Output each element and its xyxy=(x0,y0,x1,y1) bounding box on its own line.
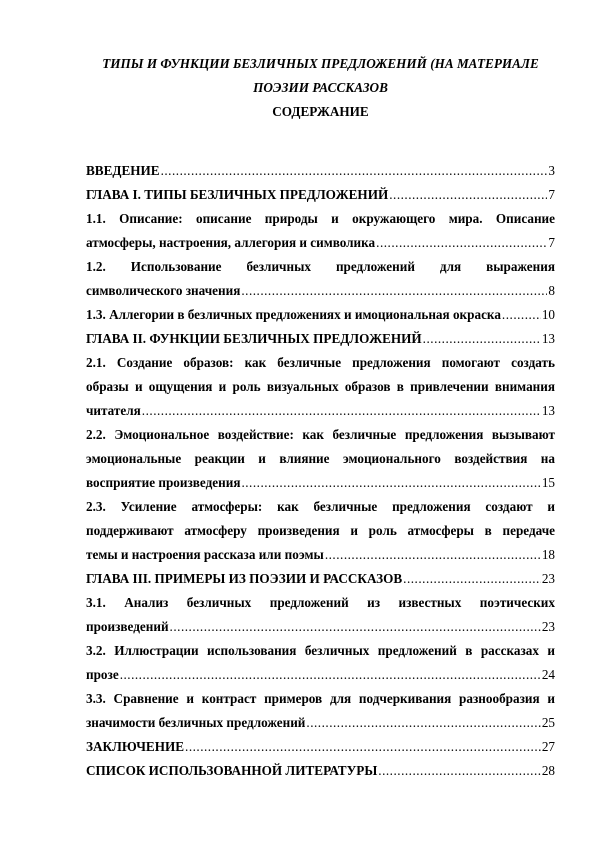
toc-entry-label: восприятие произведения xyxy=(86,475,241,490)
toc-entry-text-line: 1.1. Описание: описание природы и окружающего мира. Описание xyxy=(86,211,555,226)
toc-leader-dots xyxy=(241,279,547,303)
toc-page-number: 28 xyxy=(541,763,555,778)
toc-leader-dots xyxy=(241,471,540,495)
toc-leader-dots xyxy=(120,663,541,687)
toc-leader-dots xyxy=(170,615,541,639)
toc-entry-label: произведений xyxy=(86,619,169,634)
toc-leader-dots xyxy=(403,567,541,591)
toc-leader-dots xyxy=(502,303,541,327)
toc-page-number: 15 xyxy=(541,475,555,490)
toc-entry-label: ГЛАВА III. ПРИМЕРЫ ИЗ ПОЭЗИИ И РАССКАЗОВ xyxy=(86,571,403,586)
toc-entry-bibliography[interactable] xyxy=(86,759,555,783)
toc-page-number: 7 xyxy=(548,235,555,250)
toc-entry-section-3-1[interactable] xyxy=(86,591,555,639)
toc-leader-dots xyxy=(306,711,540,735)
toc-entry-label: значимости безличных предложений xyxy=(86,715,306,730)
toc-entry-label: ЗАКЛЮЧЕНИЕ xyxy=(86,739,185,754)
toc-leader-dots xyxy=(325,543,541,567)
document-page xyxy=(86,52,555,783)
toc-entry-section-1-1[interactable] xyxy=(86,207,555,255)
toc-page-number: 10 xyxy=(541,307,555,322)
toc-entry-text-line: 3.1. Анализ безличных предложений из известных поэтических xyxy=(86,595,555,610)
toc-entry-label: атмосферы, настроения, аллегория и символика xyxy=(86,235,376,250)
toc-entry-conclusion[interactable] xyxy=(86,735,555,759)
toc-entry-section-2-3[interactable] xyxy=(86,495,555,567)
toc-page-number: 27 xyxy=(541,739,555,754)
toc-leader-dots xyxy=(185,735,541,759)
toc-entry-text-line: 3.3. Сравнение и контраст примеров для подчеркивания разнообразия и xyxy=(86,691,555,706)
toc-entry-text-line: эмоциональные реакции и влияние эмоционального воздействия на xyxy=(86,451,555,466)
toc-entry-section-2-2[interactable] xyxy=(86,423,555,495)
toc-entry-chapter-1[interactable] xyxy=(86,183,555,207)
contents-heading: СОДЕРЖАНИЕ xyxy=(272,104,369,119)
toc-entry-label: 1.3. Аллегории в безличных предложениях и имоциональная окраска xyxy=(86,307,501,322)
toc-page-number: 13 xyxy=(541,403,555,418)
toc-entry-section-1-2[interactable] xyxy=(86,255,555,303)
toc-entry-section-3-2[interactable] xyxy=(86,639,555,687)
toc-entry-text-line: 1.2. Использование безличных предложений для выражения xyxy=(86,259,555,274)
toc-entry-section-1-3[interactable] xyxy=(86,303,555,327)
toc-entry-chapter-3[interactable] xyxy=(86,567,555,591)
toc-entry-introduction[interactable] xyxy=(86,159,555,183)
toc-entry-text-line: поддерживают атмосферу произведения и роль атмосферы в передаче xyxy=(86,523,555,538)
toc-leader-dots xyxy=(376,231,547,255)
toc-entry-label: темы и настроения рассказа или поэмы xyxy=(86,547,324,562)
toc-page-number: 25 xyxy=(541,715,555,730)
toc-page-number: 18 xyxy=(541,547,555,562)
toc-leader-dots xyxy=(389,183,547,207)
toc-entry-text-line: 2.2. Эмоциональное воздействие: как безличные предложения вызывают xyxy=(86,427,555,442)
toc-page-number: 23 xyxy=(541,571,555,586)
toc-page-number: 8 xyxy=(548,283,555,298)
toc-page-number: 7 xyxy=(548,187,555,202)
toc-entry-label: читателя xyxy=(86,403,141,418)
toc-entry-text-line: 2.1. Создание образов: как безличные предложения помогают создать xyxy=(86,355,555,370)
document-title: ТИПЫ И ФУНКЦИИ БЕЗЛИЧНЫХ ПРЕДЛОЖЕНИЙ (НА МАТЕРИАЛЕ ПОЭЗИИ РАССКАЗОВ xyxy=(102,56,539,95)
toc-entry-chapter-2[interactable] xyxy=(86,327,555,351)
toc-entry-section-3-3[interactable] xyxy=(86,687,555,735)
toc-page-number: 3 xyxy=(548,163,555,178)
toc-leader-dots xyxy=(378,759,541,783)
toc-entry-label: символического значения xyxy=(86,283,241,298)
toc-entry-text-line: 2.3. Усиление атмосферы: как безличные предложения создают и xyxy=(86,499,555,514)
table-of-contents xyxy=(86,159,555,783)
toc-entry-text-line: 3.2. Иллюстрации использования безличных предложений в рассказах и xyxy=(86,643,555,658)
toc-entry-label: ВВЕДЕНИЕ xyxy=(86,163,160,178)
toc-entry-label: прозе xyxy=(86,667,119,682)
toc-page-number: 23 xyxy=(541,619,555,634)
toc-entry-label: ГЛАВА II. ФУНКЦИИ БЕЗЛИЧНЫХ ПРЕДЛОЖЕНИЙ xyxy=(86,331,422,346)
toc-entry-section-2-1[interactable] xyxy=(86,351,555,423)
toc-page-number: 24 xyxy=(541,667,555,682)
toc-leader-dots xyxy=(142,399,541,423)
toc-entry-label: СПИСОК ИСПОЛЬЗОВАННОЙ ЛИТЕРАТУРЫ xyxy=(86,763,378,778)
toc-entry-text-line: образы и ощущения и роль визуальных образов в привлечении внимания xyxy=(86,379,555,394)
toc-page-number: 13 xyxy=(541,331,555,346)
toc-entry-label: ГЛАВА I. ТИПЫ БЕЗЛИЧНЫХ ПРЕДЛОЖЕНИЙ xyxy=(86,187,389,202)
toc-leader-dots xyxy=(423,327,541,351)
toc-leader-dots xyxy=(161,159,548,183)
